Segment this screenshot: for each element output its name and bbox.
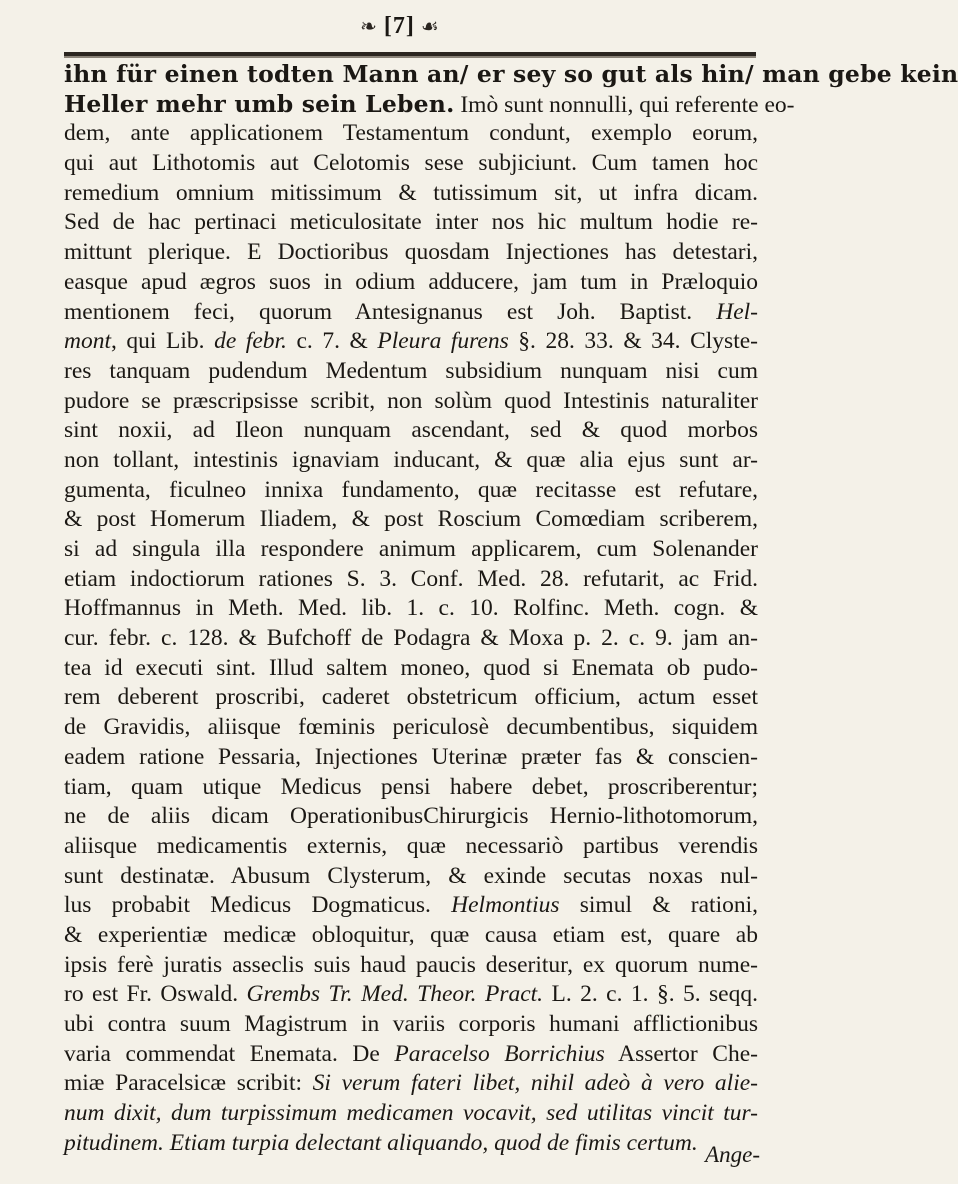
text-span: ne de aliis dicam OperationibusChirurgicis Hernio-lithotomorum, (64, 803, 758, 830)
text-span: aliisque medicamentis externis, quæ necessariò partibus verendis (64, 832, 758, 859)
text-line (64, 179, 758, 209)
text-line (64, 268, 758, 298)
text-line (64, 565, 758, 595)
text-span: de Gravidis, aliisque fœminis periculosè decumbentibus, siquidem (64, 714, 758, 741)
text-line (64, 891, 758, 921)
text-line (64, 832, 758, 862)
text-span: ro est Fr. Oswald. (64, 981, 247, 1008)
text-line (64, 357, 758, 387)
text-line (64, 505, 758, 535)
text-line (64, 743, 758, 773)
text-line (64, 238, 758, 268)
text-span: L. 2. c. 1. §. 5. seqq. (543, 981, 758, 1008)
text-line (64, 951, 758, 981)
text-span: remedium omnium mitissimum & tutissimum sit, ut infra dicam. (64, 179, 758, 206)
text-line (64, 713, 758, 743)
ornament-right-icon: ☙ (420, 15, 440, 38)
text-line (64, 624, 758, 654)
text-span: Imò sunt nonnulli, qui referente eo- (454, 91, 795, 118)
text-span: Helmontius (451, 892, 560, 919)
text-line (64, 119, 758, 149)
text-span: sunt destinatæ. Abusum Clysterum, & exinde secutas noxas nul- (64, 862, 758, 889)
text-span: simul & rationi, (559, 892, 758, 919)
text-line (64, 594, 758, 624)
text-span: tiam, quam utique Medicus pensi habere debet, proscriberentur; (64, 773, 758, 800)
text-line (64, 1099, 758, 1129)
text-span: cur. febr. c. 128. & Bufchoff de Podagra & Moxa p. 2. c. 9. jam an- (64, 625, 758, 652)
text-line (64, 89, 795, 120)
text-line (64, 1040, 758, 1070)
text-span: Heller mehr umb sein Leben. (64, 89, 455, 118)
text-span: , qui Lib. (111, 328, 215, 355)
text-span: res tanquam pudendum Medentum subsidium nunquam nisi cum (64, 357, 758, 384)
text-line (64, 1069, 758, 1099)
text-span: lus probabit Medicus Dogmaticus. (64, 892, 452, 919)
page-header (0, 6, 800, 46)
text-span: num dixit, dum turpissimum medicamen vocavit, sed utilitas vincit tur- (64, 1100, 758, 1127)
text-span: mentionem feci, quorum Antesignanus est Joh. Baptist. (64, 298, 717, 325)
text-span: dem, ante applicationem Testamentum condunt, exemplo eorum, (64, 120, 758, 147)
text-span: easque apud ægros suos in odium adducere, jam tum in Præloquio (64, 268, 758, 295)
text-span: pudore se præscripsisse scribit, non solùm quod Intestinis naturaliter (64, 387, 758, 414)
text-span: Hoffmannus in Meth. Med. lib. 1. c. 10. Rolfinc. Meth. cogn. & (64, 595, 758, 622)
text-line (64, 654, 758, 684)
body-text (64, 60, 958, 1158)
text-span: ubi contra suum Magistrum in variis corporis humani afflictionibus (64, 1011, 758, 1037)
text-line (64, 149, 758, 179)
text-span: Pleura furens (377, 328, 509, 355)
text-span: pitudinem. Etiam turpia delectant aliquando, quod de fimis certum. (64, 1129, 698, 1156)
text-line (64, 298, 758, 328)
text-span: de febr. (214, 328, 287, 355)
text-line (64, 416, 758, 446)
text-span: eadem ratione Pessaria, Injectiones Uterinæ præter fas & conscien- (64, 743, 758, 770)
text-span: miæ Paracelsicæ scribit: (64, 1070, 313, 1097)
text-span: & experientiæ medicæ obloquitur, quæ causa etiam est, quare ab (64, 921, 758, 948)
text-span: Grembs Tr. Med. Theor. Pract. (246, 981, 544, 1008)
text-span: non tollant, intestinis ignaviam inducant, & quæ alia ejus sunt ar- (64, 446, 758, 473)
text-span: mittunt plerique. E Doctioribus quosdam Injectiones has detestari, (64, 239, 758, 266)
text-span: etiam indoctiorum rationes S. 3. Conf. Med. 28. refutarit, ac Frid. (64, 565, 758, 592)
text-span: ipsis ferè juratis asseclis suis haud paucis deseritur, ex quorum nume- (64, 951, 758, 978)
text-line (64, 476, 758, 506)
text-span: rem deberent proscribi, caderet obstetricum officium, actum esset (64, 684, 758, 711)
text-span: §. 28. 33. & 34. Clyste- (508, 328, 758, 355)
text-line (64, 1129, 758, 1159)
text-span: Assertor Che- (604, 1040, 758, 1067)
text-line (64, 862, 758, 892)
text-line (64, 1010, 758, 1040)
catchword: Ange- (705, 1142, 760, 1167)
text-span: Si verum fateri libet, nihil adeò à vero alie- (312, 1070, 758, 1097)
text-span: Paracelso Borrichius (394, 1040, 605, 1067)
text-line (64, 921, 758, 951)
text-line (64, 387, 758, 417)
text-line (64, 773, 758, 803)
text-span: tea id executi sint. Illud saltem moneo, quod si Enemata ob pudo- (64, 654, 758, 681)
text-span: Sed de hac pertinaci meticulositate inter nos hic multum hodie re- (64, 209, 758, 236)
text-line (64, 802, 758, 832)
text-line (64, 446, 758, 476)
text-span: Hel- (716, 298, 758, 325)
text-span: gumenta, ficulneo innixa fundamento, quæ recitasse est refutare, (64, 476, 758, 503)
text-span: sint noxii, ad Ileon nunquam ascendant, sed & quod morbos (64, 417, 758, 444)
text-span: si ad singula illa respondere animum applicarem, cum Solenander (64, 536, 758, 562)
text-span: & post Homerum Iliadem, & post Roscium Comœdiam scriberem, (64, 506, 758, 533)
text-span: c. 7. & (286, 328, 378, 355)
text-span: varia commendat Enemata. De (64, 1040, 395, 1067)
text-line (64, 980, 758, 1010)
text-span: mont (64, 328, 111, 355)
page-number: [7] (383, 12, 415, 39)
text-span: qui aut Lithotomis aut Celotomis sese subjiciunt. Cum tamen hoc (64, 150, 758, 177)
text-line (64, 208, 758, 238)
text-line (64, 683, 758, 713)
ornament-left-icon: ❧ (360, 15, 378, 38)
text-span: ihn für einen todten Mann an/ er sey so gut als hin/ man gebe kein (64, 60, 958, 88)
text-line (64, 535, 758, 565)
header-rule (64, 52, 756, 56)
text-line (64, 60, 958, 90)
text-line (64, 327, 758, 357)
